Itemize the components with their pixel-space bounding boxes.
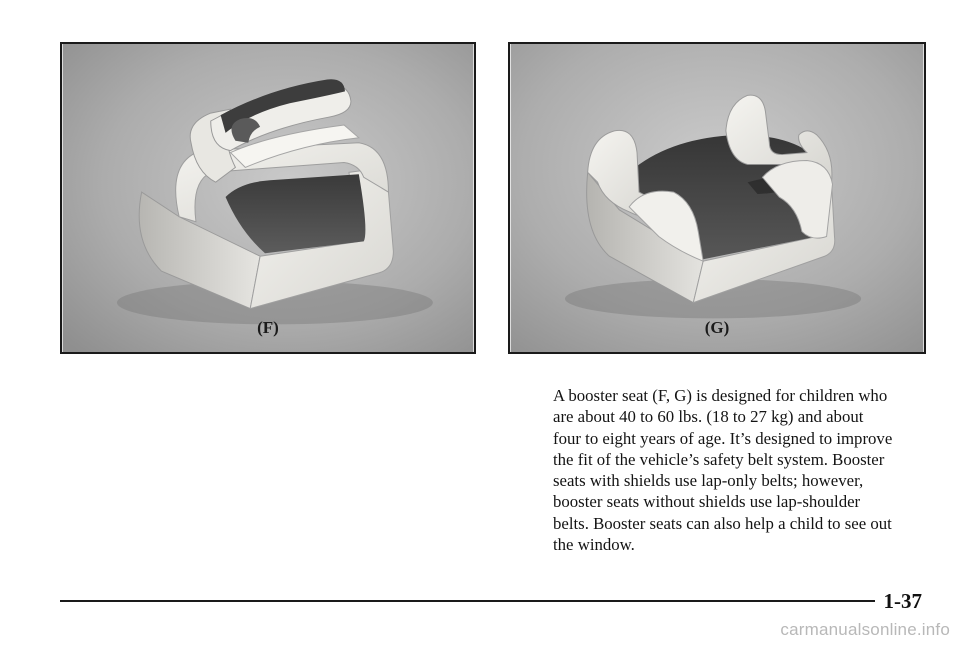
figure-booster-seat-without-shield: [508, 42, 926, 354]
booster-seat-without-shield-illustration: [510, 44, 924, 352]
page-number: 1-37: [883, 589, 922, 613]
body-paragraph: A booster seat (F, G) is designed for children who are about 40 to 60 lbs. (18 to 27 kg) and about four to eight years of age. It’s designed to improve the fit of the vehicle’s safety belt system. Booster seats with shields use lap-only belts; however, booster seats without shields use lap-shoulder belts. Booster seats can also help a child to see out the window.: [553, 386, 893, 555]
booster-seat-with-shield-illustration: [62, 44, 474, 352]
footer-rule: [60, 600, 875, 602]
figure-f-label: (F): [257, 318, 279, 337]
figure-g-label: (G): [704, 318, 730, 337]
watermark: carmanualsonline.info: [780, 620, 950, 639]
figure-booster-seat-with-shield: [60, 42, 476, 354]
